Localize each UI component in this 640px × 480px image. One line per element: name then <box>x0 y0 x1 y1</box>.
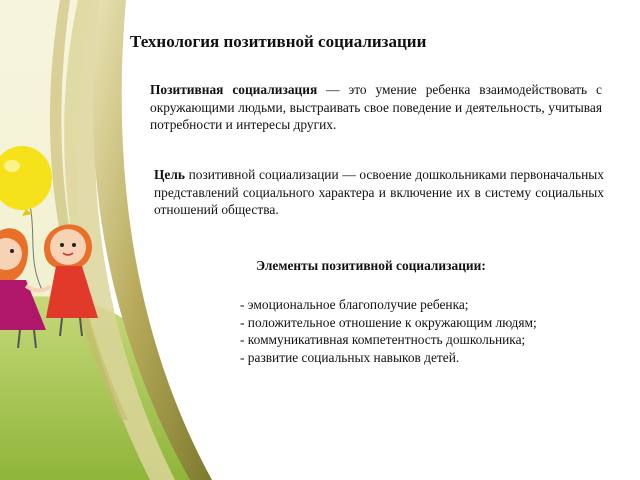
definition-paragraph <box>150 81 602 134</box>
girl-right-face <box>50 229 86 265</box>
list-item: - положительное отношение к окружающим людям; <box>240 314 537 330</box>
definition-term: Позитивная социализация <box>150 82 318 97</box>
list-item: - коммуникативная компетентность дошкольника; <box>240 332 526 347</box>
goal-paragraph <box>154 166 604 219</box>
goal-term: Цель <box>154 167 185 182</box>
slide-title: Технология позитивной социализации <box>130 32 427 51</box>
definition-text: — это умение ребенка взаимодействовать с окружающими людьми, выстраивать свое поведение и деятельность, учитывая потребности и интересы других. <box>150 82 602 132</box>
elements-heading: Элементы позитивной социализации: <box>256 258 486 273</box>
goal-text: позитивной социализации — освоение дошкольниками первоначальных представлений социального характера и включение их в систему социальных отношений общества. <box>154 167 604 217</box>
list-item: - эмоциональное благополучие ребенка; <box>240 297 469 312</box>
list-item: - развитие социальных навыков детей. <box>240 349 460 365</box>
elements-list <box>240 296 570 366</box>
